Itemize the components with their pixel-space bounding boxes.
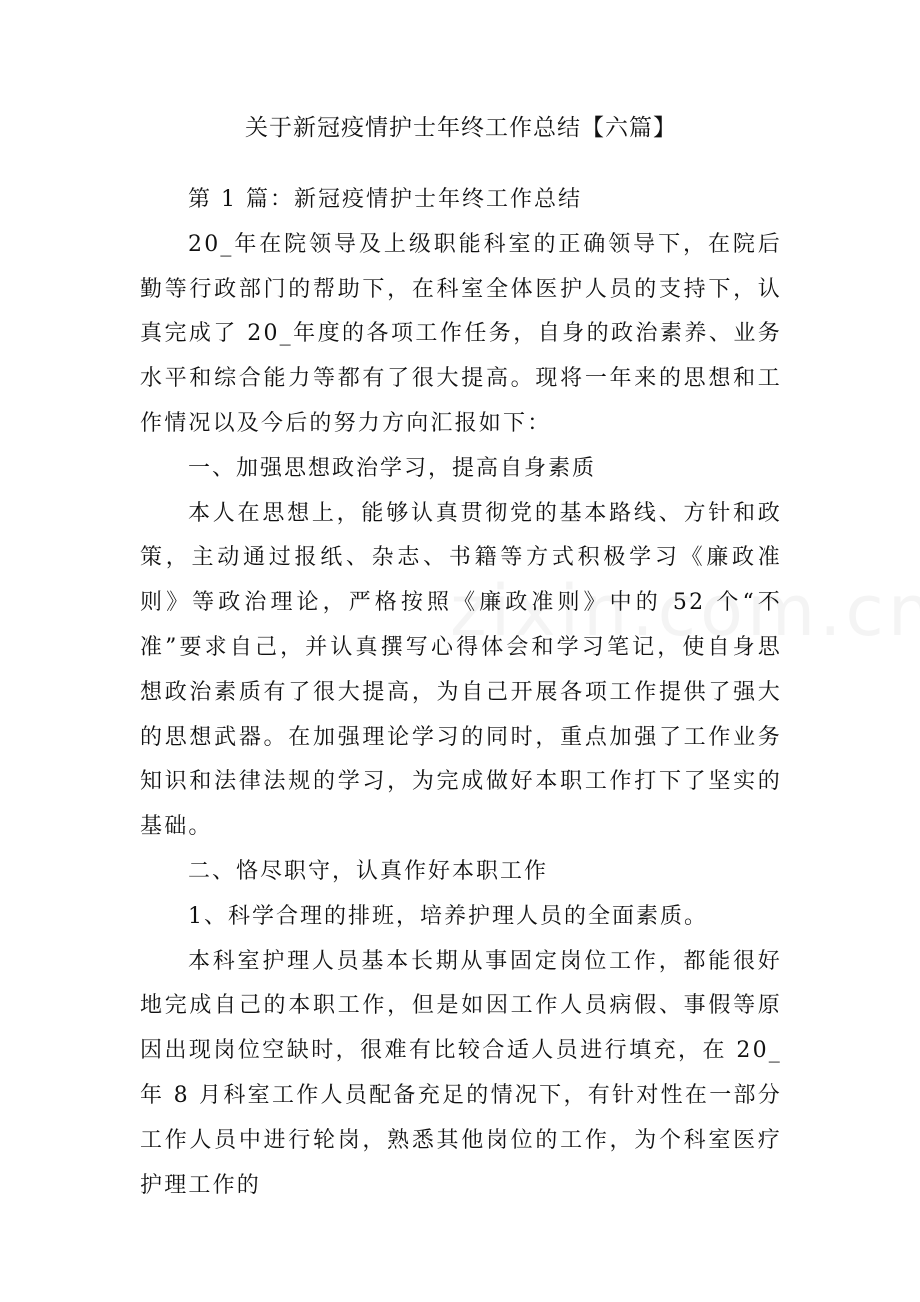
subsection-1-paragraph: 本科室护理人员基本长期从事固定岗位工作，都能很好地完成自己的本职工作，但是如因工作人员病假、事假等原因出现岗位空缺时，很难有比较合适人员进行填充，在 20_年 8 月科室工作人员配备充足的情况下，有针对性在一部分工作人员中进行轮岗，熟悉其他岗位的工作，为个科室医疗护理工作的 xyxy=(140,948,782,1198)
intro-paragraph: 20_年在院领导及上级职能科室的正确领导下，在院后勤等行政部门的帮助下，在科室全体医护人员的支持下，认真完成了 20_年度的各项工作任务，自身的政治素养、业务水平和综合能力等都有了很大提高。现将一年来的思想和工作情况以及今后的努力方向汇报如下： xyxy=(140,231,782,436)
section-heading-2: 二、恪尽职守，认真作好本职工作 xyxy=(188,858,549,884)
document-title: 关于新冠疫情护士年终工作总结【六篇】 xyxy=(245,115,677,141)
subsection-heading-1: 1、科学合理的排班，培养护理人员的全面素质。 xyxy=(188,903,708,929)
section-1-paragraph: 本人在思想上，能够认真贯彻党的基本路线、方针和政策，主动通过报纸、杂志、书籍等方式积极学习《廉政准则》等政治理论，严格按照《廉政准则》中的 52 个“不准”要求自己，并认真撰写心得体会和学习笔记，使自身思想政治素质有了很大提高，为自己开展各项工作提供了强大的思想武器。在加强理论学习的同时，重点加强了工作业务知识和法律法规的学习，为完成做好本职工作打下了坚实的基础。 xyxy=(140,500,782,840)
section-heading-1: 一、加强思想政治学习，提高自身素质 xyxy=(188,455,597,481)
chapter-heading: 第 1 篇：新冠疫情护士年终工作总结 xyxy=(188,187,582,212)
